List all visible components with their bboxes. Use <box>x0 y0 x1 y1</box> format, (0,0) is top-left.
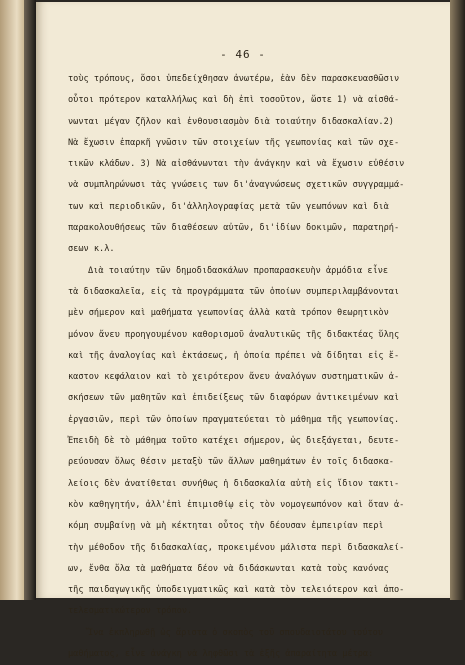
text-line: καὶ τῆς ἀναλογίας καὶ ἐκτάσεως, ἡ ὁποία πρέπει νὰ δίδηται εἰς ἕ- <box>68 350 400 361</box>
left-book-edge <box>0 0 24 600</box>
text-line: μόνον ἄνευ προηγουμένου καθορισμοῦ ἀναλυτικῶς τῆς διδακτέας ὕλης <box>68 329 400 340</box>
text-line: των καὶ περιοδικῶν, δι'ἀλληλογραφίας μετὰ τῶν γεωπόνων καὶ διὰ <box>68 201 389 212</box>
text-line: ων, ἔνθα ὅλα τὰ μαθήματα δέον νὰ διδάσκωνται κατὰ τοὺς κανόνας <box>68 563 389 574</box>
text-line: Νὰ ἔχωσιν ἐπαρκῆ γνῶσιν τῶν στοιχείων τῆς γεωπονίας καὶ τῶν σχε- <box>68 137 400 148</box>
text-line: νωνται μέγαν ζῆλον καὶ ἐνθουσιασμὸν διὰ τοιαύτην διδασκαλίαν.2) <box>68 116 394 127</box>
text-line: μὲν σήμερον καὶ μαθήματα γεωπονίας ἀλλὰ κατὰ τρόπον θεωρητικὸν <box>68 308 389 319</box>
text-line: καστον κεφάλαιον καὶ τὸ χειρότερον ἄνευ ἀναλόγων συστηματικῶν ἀ- <box>68 372 400 383</box>
text-line: τικῶν κλάδων. 3) Νὰ αἰσθάνωνται τὴν ἀνάγκην καὶ νὰ ἔχωσιν εὐθέσιν <box>68 159 405 170</box>
text-line: κὸν καθηγητήν, ἀλλ'ἐπὶ ἐπιμισθίῳ εἰς τὸν νομογεωπόνον καὶ ὅταν ἀ- <box>68 499 405 510</box>
text-line: παρακολουθήσεως τῶν διαθέσεων αὐτῶν, δι'ἰδίων δοκιμῶν, παρατηρή- <box>68 223 400 234</box>
text-line: σκήσεων τῶν μαθητῶν καὶ ἐπιδείξεως τῶν διαφόρων ἀντικειμένων καὶ <box>68 393 400 404</box>
text-line: Διὰ τοιαύτην τῶν δημοδιδασκάλων προπαρασκευὴν ἁρμόδια εἶνε <box>88 265 389 276</box>
book-gutter <box>24 0 36 600</box>
text-line: Ἵνα ἐκπληρωθῇ ὡς ἄριστα ὁ σκοπὸς τοῦ σπουδαιοτάτου τούτου <box>88 627 383 638</box>
text-line: ἐργασιῶν, περὶ τῶν ὁποίων πραγματεύεται τὸ μάθημα τῆς γεωπονίας. <box>68 414 400 425</box>
body-text <box>36 69 450 665</box>
document-page <box>36 2 450 660</box>
text-line: τοὺς τρόπους, ὅσοι ὑπεδείχθησαν ἀνωτέρω, ἐὰν δὲν παρασκευασθῶσιν <box>68 74 400 84</box>
text-line: Ἐπειδὴ δὲ τὸ μάθημα τοῦτο κατέχει σήμερον, ὡς διεξάγεται, δευτε- <box>68 436 400 447</box>
text-line: τὰ διδασκαλεῖα, εἰς τὰ προγράμματα τῶν ὁποίων συμπεριλαμβάνονται <box>68 286 400 297</box>
text-line: λείοις δὲν ἀνατίθεται συνήθως ἡ διδασκαλία αὐτὴ εἰς ἴδιον τακτι- <box>68 478 400 489</box>
page-number: - 46 - <box>220 48 266 61</box>
text-line: ρεύουσαν ὅλως θέσιν μεταξὺ τῶν ἄλλων μαθημάτων ἐν τοῖς διδασκα- <box>68 457 394 468</box>
text-line: κόμη συμβαίνῃ νὰ μὴ κέκτηται οὗτος τὴν δέουσαν ἐμπειρίαν περὶ <box>68 521 384 532</box>
text-line: σεων κ.λ. <box>68 244 115 255</box>
right-page-edge <box>450 0 465 600</box>
text-line: μαθήματος, εἶνε ἀνάγκη νὰ ληφθῶσι τὰ ἑξῆς ἀπαραίτητα μέτρα: <box>68 649 374 660</box>
text-line: νὰ συμπληρώνωσι τὰς γνώσεις των δι'ἀναγνώσεως σχετικῶν συγγραμμά- <box>68 180 405 191</box>
text-line: τὴν μέθοδον τῆς διδασκαλίας, προκειμένου μάλιστα περὶ διδασκαλεί- <box>68 542 405 553</box>
text-line: τῆς παιδαγωγικῆς ὑποδειγματικῶς καὶ κατὰ τὸν τελειότερον καὶ ἀπο- <box>68 585 405 596</box>
text-line: οὗτοι πρότερον καταλλήλως καὶ δὴ ἐπὶ τοσοῦτον, ὥστε 1) νὰ αἰσθά- <box>68 95 400 106</box>
text-line: τελεσματικώτερον τρόπον. <box>68 606 193 617</box>
